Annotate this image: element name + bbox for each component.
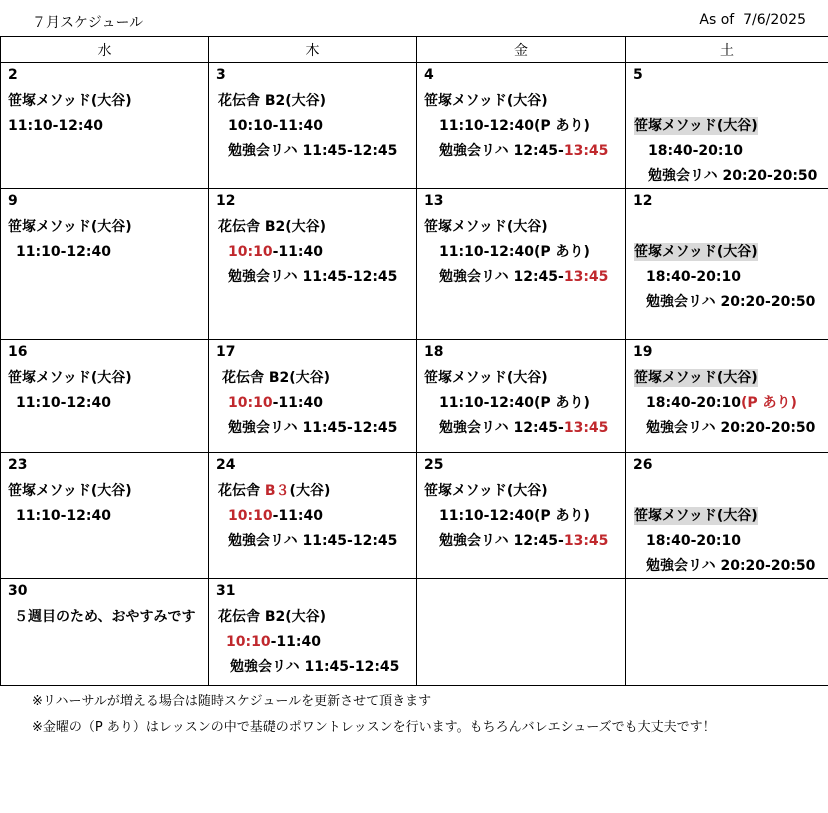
rehearsal-start: 12:45- (513, 269, 564, 285)
day-number: 23 (8, 457, 28, 473)
class-location: 笹塚メソッド(大谷) (424, 370, 548, 386)
rehearsal-range: 20:20-20:50 (720, 294, 816, 310)
rehearsal-end: 13:45 (563, 420, 609, 436)
class-location: 笹塚メソッド(大谷) (8, 483, 132, 499)
class-location: 笹塚メソッド(大谷) (8, 219, 132, 235)
rehearsal-label: 勉強会リハ (439, 420, 514, 436)
rehearsal-time (439, 268, 608, 286)
weekday-header-row (1, 37, 828, 63)
class-location: 花伝舎 B2(大谷) (222, 370, 331, 386)
class-location: 笹塚メソッド(大谷) (424, 219, 548, 235)
day-number: 19 (633, 344, 653, 360)
rehearsal-end: 13:45 (563, 269, 609, 285)
week-row (1, 340, 828, 453)
class-location-text: 笹塚メソッド(大谷) (634, 508, 758, 524)
day-number: 30 (8, 583, 28, 599)
day-number: 12 (633, 193, 653, 209)
day-number: 2 (8, 67, 18, 83)
rehearsal-range: 20:20-20:50 (720, 558, 816, 574)
rehearsal-start: 12:45- (513, 533, 564, 549)
rehearsal-label: 勉強会リハ (230, 659, 305, 675)
rehearsal-time (228, 419, 397, 437)
day-cell (209, 453, 416, 578)
day-cell (1, 453, 208, 578)
rehearsal-range: 11:45-12:45 (302, 533, 398, 549)
rehearsal-start: 12:45- (513, 143, 564, 159)
rehearsal-range: 11:45-12:45 (302, 420, 398, 436)
day-number: 16 (8, 344, 28, 360)
rehearsal-label: 勉強会リハ (439, 143, 514, 159)
class-time: 11:10-12:40 (16, 508, 111, 524)
day-cell (1, 579, 208, 685)
day-cell (626, 453, 828, 578)
day-number: 9 (8, 193, 18, 209)
day-number: 3 (216, 67, 226, 83)
day-number: 17 (216, 344, 236, 360)
empty-day-cell (417, 579, 625, 685)
rehearsal-label: 勉強会リハ (228, 269, 303, 285)
class-time: 11:10-12:40(P あり) (439, 118, 590, 134)
footnote-pointe-lesson: ※金曜の（P あり）はレッスンの中で基礎のポワントレッスンを行います。もちろんバレエシューズでも大丈夫です！ (32, 720, 716, 735)
class-time-start: 10:10 (228, 244, 273, 260)
class-time: 18:40-20:10 (646, 269, 741, 285)
day-number: 31 (216, 583, 236, 599)
day-cell (626, 63, 828, 188)
class-time-end: -11:40 (272, 244, 323, 260)
day-cell (417, 189, 625, 339)
day-number: 12 (216, 193, 236, 209)
day-number: 5 (633, 67, 643, 83)
day-cell (209, 340, 416, 452)
class-time-start: 10:10 (226, 634, 271, 650)
rehearsal-label: 勉強会リハ (439, 269, 514, 285)
rehearsal-time (228, 268, 397, 286)
class-location (634, 117, 758, 135)
day-number: 4 (424, 67, 434, 83)
holiday-note: ５週目のため、おやすみです (14, 609, 196, 625)
empty-day-cell (626, 579, 828, 685)
day-number: 25 (424, 457, 444, 473)
class-time: 11:10-12:40 (16, 244, 111, 260)
class-time (228, 243, 323, 261)
class-location: 笹塚メソッド(大谷) (424, 483, 548, 499)
day-cell (626, 340, 828, 452)
class-location (634, 507, 758, 525)
weekday-sat: 土 (626, 37, 828, 63)
class-time-range: 18:40-20:10 (646, 395, 741, 411)
class-time: 11:10-12:40 (8, 118, 103, 134)
rehearsal-time (439, 142, 608, 160)
class-location: 笹塚メソッド(大谷) (8, 93, 132, 109)
rehearsal-label: 勉強会リハ (439, 533, 514, 549)
pointe-note: (P あり) (740, 395, 797, 411)
rehearsal-range: 11:45-12:45 (302, 143, 398, 159)
rehearsal-label: 勉強会リハ (646, 558, 721, 574)
schedule-calendar (0, 36, 828, 686)
footnote-rehearsal-updates: ※リハーサルが増える場合は随時スケジュールを更新させて頂きます (32, 694, 432, 709)
day-cell (209, 579, 416, 685)
day-cell (1, 340, 208, 452)
class-time: 11:10-12:40(P あり) (439, 395, 590, 411)
day-number: 24 (216, 457, 236, 473)
rehearsal-label: 勉強会リハ (228, 420, 303, 436)
class-location (218, 482, 330, 500)
rehearsal-time (646, 557, 815, 575)
rehearsal-label: 勉強会リハ (228, 533, 303, 549)
class-time-end: -11:40 (270, 634, 321, 650)
week-row (1, 63, 828, 189)
class-time: 18:40-20:10 (646, 533, 741, 549)
class-time-end: -11:40 (272, 508, 323, 524)
day-cell (1, 189, 208, 339)
day-cell (417, 340, 625, 452)
class-location: 花伝舎 B2(大谷) (218, 93, 327, 109)
day-number: 26 (633, 457, 653, 473)
class-location (634, 243, 758, 261)
day-cell (209, 63, 416, 188)
rehearsal-time (439, 532, 608, 550)
week-row (1, 579, 828, 686)
rehearsal-start: 12:45- (513, 420, 564, 436)
class-location-text: 笹塚メソッド(大谷) (634, 118, 758, 134)
rehearsal-range: 11:45-12:45 (304, 659, 400, 675)
rehearsal-time (228, 532, 397, 550)
rehearsal-range: 20:20-20:50 (722, 168, 818, 184)
rehearsal-label: 勉強会リハ (228, 143, 303, 159)
rehearsal-end: 13:45 (563, 533, 609, 549)
day-cell (417, 453, 625, 578)
class-time: 18:40-20:10 (648, 143, 743, 159)
class-location: 笹塚メソッド(大谷) (424, 93, 548, 109)
class-location: 花伝舎 B2(大谷) (218, 219, 327, 235)
day-number: 18 (424, 344, 444, 360)
rehearsal-time (230, 658, 399, 676)
class-time: 11:10-12:40(P あり) (439, 244, 590, 260)
rehearsal-label: 勉強会リハ (648, 168, 723, 184)
rehearsal-time (646, 293, 815, 311)
class-time: 10:10-11:40 (228, 118, 323, 134)
rehearsal-range: 20:20-20:50 (720, 420, 816, 436)
class-time: 11:10-12:40(P あり) (439, 508, 590, 524)
week-row (1, 189, 828, 340)
class-location-text: 笹塚メソッド(大谷) (634, 244, 758, 260)
class-time-end: -11:40 (272, 395, 323, 411)
class-time-start: 10:10 (228, 508, 273, 524)
class-location: 花伝舎 B2(大谷) (218, 609, 327, 625)
class-location (634, 369, 758, 387)
class-time (646, 394, 797, 412)
venue-name: 花伝舎 (218, 483, 265, 499)
class-time (226, 633, 321, 651)
schedule-title: ７月スケジュール (32, 15, 144, 31)
class-time: 11:10-12:40 (16, 395, 111, 411)
rehearsal-label: 勉強会リハ (646, 294, 721, 310)
day-cell (1, 63, 208, 188)
weekday-fri: 金 (417, 37, 626, 63)
rehearsal-time (646, 419, 815, 437)
venue-teacher: (大谷) (289, 483, 331, 499)
day-cell (209, 189, 416, 339)
rehearsal-range: 11:45-12:45 (302, 269, 398, 285)
day-number: 13 (424, 193, 444, 209)
weekday-thu: 木 (209, 37, 417, 63)
class-time (228, 394, 323, 412)
venue-floor: B３ (264, 483, 290, 499)
rehearsal-time (648, 167, 817, 185)
rehearsal-time (439, 419, 608, 437)
week-row (1, 453, 828, 579)
class-location-text: 笹塚メソッド(大谷) (634, 370, 758, 386)
class-time-start: 10:10 (228, 395, 273, 411)
class-time (228, 507, 323, 525)
class-location: 笹塚メソッド(大谷) (8, 370, 132, 386)
rehearsal-time (228, 142, 397, 160)
weekday-wed: 水 (1, 37, 209, 63)
day-cell (417, 63, 625, 188)
rehearsal-label: 勉強会リハ (646, 420, 721, 436)
day-cell (626, 189, 828, 339)
rehearsal-end: 13:45 (563, 143, 609, 159)
as-of-date: As of 7/6/2025 (699, 12, 806, 28)
